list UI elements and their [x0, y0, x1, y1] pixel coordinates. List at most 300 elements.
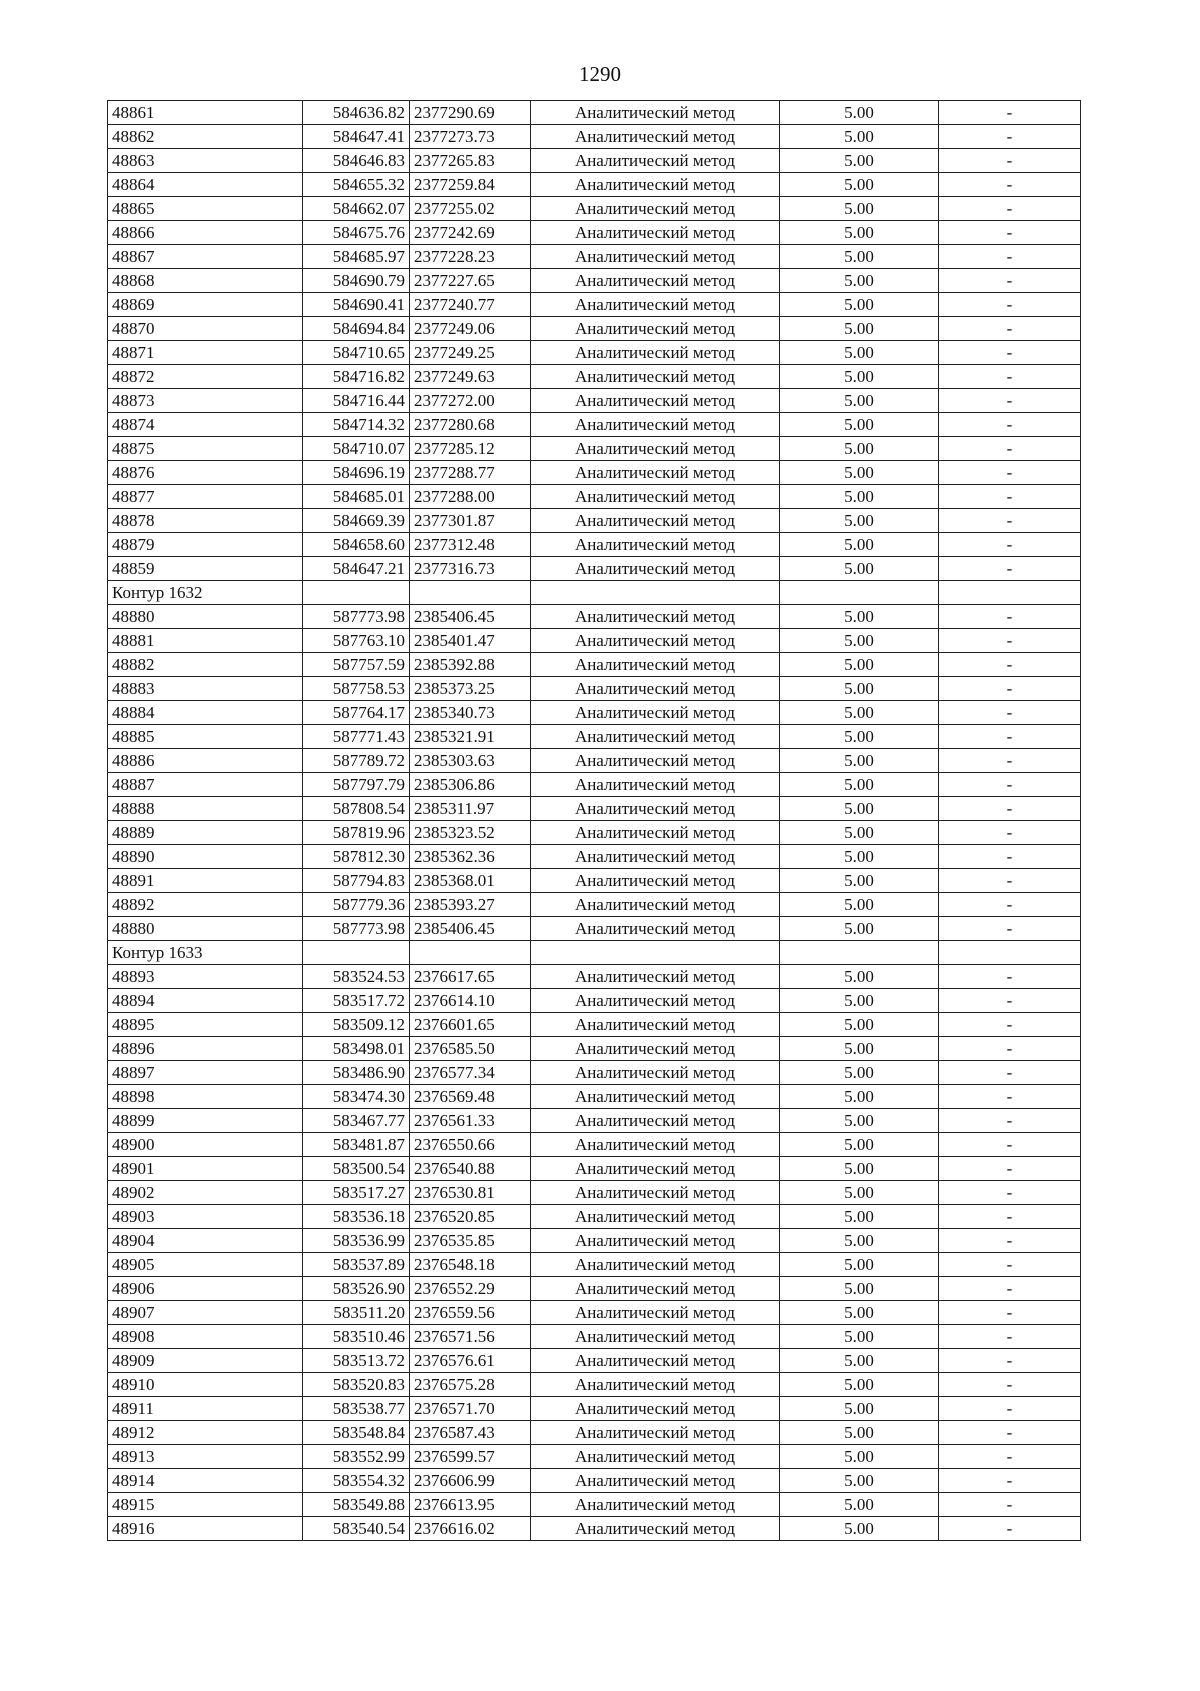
- x-coordinate-cell: 584710.07: [303, 437, 410, 461]
- note-cell: -: [939, 557, 1081, 581]
- accuracy-cell: 5.00: [780, 509, 939, 533]
- table-row: [108, 1373, 1081, 1397]
- y-coordinate-cell: 2376571.56: [410, 1325, 531, 1349]
- accuracy-cell: 5.00: [780, 1133, 939, 1157]
- table-row: [108, 1205, 1081, 1229]
- x-coordinate-cell: 583552.99: [303, 1445, 410, 1469]
- table-row: [108, 629, 1081, 653]
- note-cell: -: [939, 1373, 1081, 1397]
- table-row: [108, 845, 1081, 869]
- empty-cell: [303, 581, 410, 605]
- table-row: [108, 1085, 1081, 1109]
- method-cell: Аналитический метод: [531, 893, 780, 917]
- table-row: [108, 1013, 1081, 1037]
- point-id-cell: 48883: [108, 677, 303, 701]
- method-cell: Аналитический метод: [531, 797, 780, 821]
- accuracy-cell: 5.00: [780, 1229, 939, 1253]
- method-cell: Аналитический метод: [531, 557, 780, 581]
- note-cell: -: [939, 677, 1081, 701]
- accuracy-cell: 5.00: [780, 1517, 939, 1541]
- page-number: 1290: [579, 62, 621, 86]
- method-cell: Аналитический метод: [531, 365, 780, 389]
- method-cell: Аналитический метод: [531, 1421, 780, 1445]
- x-coordinate-cell: 584714.32: [303, 413, 410, 437]
- y-coordinate-cell: 2376548.18: [410, 1253, 531, 1277]
- note-cell: -: [939, 509, 1081, 533]
- x-coordinate-cell: 587773.98: [303, 917, 410, 941]
- method-cell: Аналитический метод: [531, 125, 780, 149]
- accuracy-cell: 5.00: [780, 653, 939, 677]
- x-coordinate-cell: 583524.53: [303, 965, 410, 989]
- table-row: [108, 101, 1081, 125]
- table-row: [108, 269, 1081, 293]
- note-cell: -: [939, 341, 1081, 365]
- y-coordinate-cell: 2377240.77: [410, 293, 531, 317]
- y-coordinate-cell: 2376535.85: [410, 1229, 531, 1253]
- x-coordinate-cell: 584636.82: [303, 101, 410, 125]
- note-cell: -: [939, 533, 1081, 557]
- y-coordinate-cell: 2376606.99: [410, 1469, 531, 1493]
- point-id-cell: 48908: [108, 1325, 303, 1349]
- note-cell: -: [939, 1061, 1081, 1085]
- empty-cell: [531, 581, 780, 605]
- method-cell: Аналитический метод: [531, 965, 780, 989]
- method-cell: Аналитический метод: [531, 989, 780, 1013]
- point-id-cell: 48881: [108, 629, 303, 653]
- method-cell: Аналитический метод: [531, 1157, 780, 1181]
- x-coordinate-cell: 584690.41: [303, 293, 410, 317]
- point-id-cell: 48894: [108, 989, 303, 1013]
- accuracy-cell: 5.00: [780, 1181, 939, 1205]
- accuracy-cell: 5.00: [780, 221, 939, 245]
- note-cell: -: [939, 221, 1081, 245]
- accuracy-cell: 5.00: [780, 341, 939, 365]
- x-coordinate-cell: 584696.19: [303, 461, 410, 485]
- note-cell: -: [939, 989, 1081, 1013]
- table-row: [108, 1445, 1081, 1469]
- note-cell: -: [939, 413, 1081, 437]
- method-cell: Аналитический метод: [531, 245, 780, 269]
- accuracy-cell: 5.00: [780, 773, 939, 797]
- table-row: [108, 917, 1081, 941]
- note-cell: -: [939, 1181, 1081, 1205]
- method-cell: Аналитический метод: [531, 1373, 780, 1397]
- accuracy-cell: 5.00: [780, 701, 939, 725]
- table-row: [108, 1181, 1081, 1205]
- method-cell: Аналитический метод: [531, 1469, 780, 1493]
- accuracy-cell: 5.00: [780, 1445, 939, 1469]
- y-coordinate-cell: 2376616.02: [410, 1517, 531, 1541]
- x-coordinate-cell: 583511.20: [303, 1301, 410, 1325]
- accuracy-cell: 5.00: [780, 1109, 939, 1133]
- x-coordinate-cell: 584669.39: [303, 509, 410, 533]
- x-coordinate-cell: 583536.18: [303, 1205, 410, 1229]
- point-id-cell: 48888: [108, 797, 303, 821]
- accuracy-cell: 5.00: [780, 293, 939, 317]
- accuracy-cell: 5.00: [780, 845, 939, 869]
- method-cell: Аналитический метод: [531, 293, 780, 317]
- y-coordinate-cell: 2385392.88: [410, 653, 531, 677]
- y-coordinate-cell: 2376561.33: [410, 1109, 531, 1133]
- table-row: [108, 1253, 1081, 1277]
- x-coordinate-cell: 584694.84: [303, 317, 410, 341]
- note-cell: -: [939, 245, 1081, 269]
- table-row: [108, 293, 1081, 317]
- empty-cell: [410, 581, 531, 605]
- table-row: [108, 1061, 1081, 1085]
- note-cell: -: [939, 1493, 1081, 1517]
- x-coordinate-cell: 584716.44: [303, 389, 410, 413]
- accuracy-cell: 5.00: [780, 893, 939, 917]
- empty-cell: [531, 941, 780, 965]
- y-coordinate-cell: 2377288.00: [410, 485, 531, 509]
- y-coordinate-cell: 2377249.06: [410, 317, 531, 341]
- point-id-cell: 48863: [108, 149, 303, 173]
- y-coordinate-cell: 2377265.83: [410, 149, 531, 173]
- point-id-cell: 48915: [108, 1493, 303, 1517]
- method-cell: Аналитический метод: [531, 821, 780, 845]
- y-coordinate-cell: 2377290.69: [410, 101, 531, 125]
- x-coordinate-cell: 584655.32: [303, 173, 410, 197]
- table-row: [108, 437, 1081, 461]
- x-coordinate-cell: 587758.53: [303, 677, 410, 701]
- y-coordinate-cell: 2385311.97: [410, 797, 531, 821]
- y-coordinate-cell: 2385362.36: [410, 845, 531, 869]
- x-coordinate-cell: 584710.65: [303, 341, 410, 365]
- point-id-cell: 48906: [108, 1277, 303, 1301]
- x-coordinate-cell: 587764.17: [303, 701, 410, 725]
- method-cell: Аналитический метод: [531, 701, 780, 725]
- accuracy-cell: 5.00: [780, 485, 939, 509]
- note-cell: -: [939, 1013, 1081, 1037]
- method-cell: Аналитический метод: [531, 1229, 780, 1253]
- method-cell: Аналитический метод: [531, 749, 780, 773]
- contour-header-row: [108, 581, 1081, 605]
- method-cell: Аналитический метод: [531, 1109, 780, 1133]
- x-coordinate-cell: 587819.96: [303, 821, 410, 845]
- x-coordinate-cell: 587763.10: [303, 629, 410, 653]
- method-cell: Аналитический метод: [531, 725, 780, 749]
- y-coordinate-cell: 2377255.02: [410, 197, 531, 221]
- method-cell: Аналитический метод: [531, 917, 780, 941]
- note-cell: -: [939, 173, 1081, 197]
- x-coordinate-cell: 587771.43: [303, 725, 410, 749]
- point-id-cell: 48897: [108, 1061, 303, 1085]
- point-id-cell: 48910: [108, 1373, 303, 1397]
- point-id-cell: 48904: [108, 1229, 303, 1253]
- table-row: [108, 1301, 1081, 1325]
- coordinates-table-body: [108, 101, 1081, 1541]
- table-row: [108, 797, 1081, 821]
- method-cell: Аналитический метод: [531, 149, 780, 173]
- point-id-cell: 48902: [108, 1181, 303, 1205]
- point-id-cell: 48896: [108, 1037, 303, 1061]
- note-cell: -: [939, 1445, 1081, 1469]
- note-cell: -: [939, 1349, 1081, 1373]
- point-id-cell: 48885: [108, 725, 303, 749]
- method-cell: Аналитический метод: [531, 389, 780, 413]
- note-cell: -: [939, 797, 1081, 821]
- table-row: [108, 461, 1081, 485]
- x-coordinate-cell: 583548.84: [303, 1421, 410, 1445]
- table-row: [108, 221, 1081, 245]
- y-coordinate-cell: 2376552.29: [410, 1277, 531, 1301]
- table-row: [108, 725, 1081, 749]
- note-cell: -: [939, 1301, 1081, 1325]
- y-coordinate-cell: 2385406.45: [410, 917, 531, 941]
- x-coordinate-cell: 583540.54: [303, 1517, 410, 1541]
- note-cell: -: [939, 965, 1081, 989]
- accuracy-cell: 5.00: [780, 917, 939, 941]
- accuracy-cell: 5.00: [780, 533, 939, 557]
- y-coordinate-cell: 2376559.56: [410, 1301, 531, 1325]
- empty-cell: [939, 581, 1081, 605]
- note-cell: -: [939, 149, 1081, 173]
- x-coordinate-cell: 584685.01: [303, 485, 410, 509]
- accuracy-cell: 5.00: [780, 197, 939, 221]
- empty-cell: [303, 941, 410, 965]
- y-coordinate-cell: 2376569.48: [410, 1085, 531, 1109]
- accuracy-cell: 5.00: [780, 461, 939, 485]
- point-id-cell: 48875: [108, 437, 303, 461]
- y-coordinate-cell: 2385368.01: [410, 869, 531, 893]
- accuracy-cell: 5.00: [780, 725, 939, 749]
- x-coordinate-cell: 584662.07: [303, 197, 410, 221]
- accuracy-cell: 5.00: [780, 1253, 939, 1277]
- y-coordinate-cell: 2385306.86: [410, 773, 531, 797]
- method-cell: Аналитический метод: [531, 1061, 780, 1085]
- accuracy-cell: 5.00: [780, 1373, 939, 1397]
- point-id-cell: 48903: [108, 1205, 303, 1229]
- y-coordinate-cell: 2376614.10: [410, 989, 531, 1013]
- accuracy-cell: 5.00: [780, 245, 939, 269]
- note-cell: -: [939, 629, 1081, 653]
- y-coordinate-cell: 2377316.73: [410, 557, 531, 581]
- method-cell: Аналитический метод: [531, 1037, 780, 1061]
- table-row: [108, 965, 1081, 989]
- y-coordinate-cell: 2385406.45: [410, 605, 531, 629]
- empty-cell: [780, 581, 939, 605]
- table-row: [108, 821, 1081, 845]
- note-cell: -: [939, 269, 1081, 293]
- point-id-cell: 48879: [108, 533, 303, 557]
- y-coordinate-cell: 2376575.28: [410, 1373, 531, 1397]
- method-cell: Аналитический метод: [531, 1493, 780, 1517]
- table-row: [108, 989, 1081, 1013]
- note-cell: -: [939, 773, 1081, 797]
- point-id-cell: 48862: [108, 125, 303, 149]
- accuracy-cell: 5.00: [780, 101, 939, 125]
- table-row: [108, 485, 1081, 509]
- table-row: [108, 509, 1081, 533]
- x-coordinate-cell: 583517.72: [303, 989, 410, 1013]
- x-coordinate-cell: 583498.01: [303, 1037, 410, 1061]
- accuracy-cell: 5.00: [780, 149, 939, 173]
- point-id-cell: 48880: [108, 605, 303, 629]
- table-row: [108, 1349, 1081, 1373]
- x-coordinate-cell: 584646.83: [303, 149, 410, 173]
- point-id-cell: 48899: [108, 1109, 303, 1133]
- x-coordinate-cell: 587779.36: [303, 893, 410, 917]
- note-cell: -: [939, 1229, 1081, 1253]
- note-cell: -: [939, 1325, 1081, 1349]
- table-row: [108, 197, 1081, 221]
- table-row: [108, 605, 1081, 629]
- point-id-cell: 48889: [108, 821, 303, 845]
- note-cell: -: [939, 293, 1081, 317]
- y-coordinate-cell: 2385303.63: [410, 749, 531, 773]
- method-cell: Аналитический метод: [531, 461, 780, 485]
- accuracy-cell: 5.00: [780, 413, 939, 437]
- note-cell: -: [939, 1109, 1081, 1133]
- empty-cell: [410, 941, 531, 965]
- empty-cell: [780, 941, 939, 965]
- table-row: [108, 893, 1081, 917]
- point-id-cell: 48874: [108, 413, 303, 437]
- table-row: [108, 1397, 1081, 1421]
- accuracy-cell: 5.00: [780, 629, 939, 653]
- x-coordinate-cell: 587812.30: [303, 845, 410, 869]
- accuracy-cell: 5.00: [780, 1421, 939, 1445]
- note-cell: -: [939, 1517, 1081, 1541]
- accuracy-cell: 5.00: [780, 749, 939, 773]
- accuracy-cell: 5.00: [780, 1013, 939, 1037]
- note-cell: -: [939, 437, 1081, 461]
- point-id-cell: 48913: [108, 1445, 303, 1469]
- y-coordinate-cell: 2376577.34: [410, 1061, 531, 1085]
- point-id-cell: 48882: [108, 653, 303, 677]
- table-row: [108, 1229, 1081, 1253]
- point-id-cell: 48869: [108, 293, 303, 317]
- y-coordinate-cell: 2377272.00: [410, 389, 531, 413]
- point-id-cell: 48868: [108, 269, 303, 293]
- note-cell: -: [939, 821, 1081, 845]
- method-cell: Аналитический метод: [531, 101, 780, 125]
- table-row: [108, 1469, 1081, 1493]
- y-coordinate-cell: 2377280.68: [410, 413, 531, 437]
- table-row: [108, 677, 1081, 701]
- table-row: [108, 1421, 1081, 1445]
- accuracy-cell: 5.00: [780, 869, 939, 893]
- note-cell: -: [939, 317, 1081, 341]
- point-id-cell: 48900: [108, 1133, 303, 1157]
- accuracy-cell: 5.00: [780, 317, 939, 341]
- point-id-cell: 48880: [108, 917, 303, 941]
- table-row: [108, 125, 1081, 149]
- table-row: [108, 341, 1081, 365]
- point-id-cell: 48905: [108, 1253, 303, 1277]
- method-cell: Аналитический метод: [531, 869, 780, 893]
- table-row: [108, 701, 1081, 725]
- y-coordinate-cell: 2377228.23: [410, 245, 531, 269]
- note-cell: -: [939, 605, 1081, 629]
- note-cell: -: [939, 1157, 1081, 1181]
- method-cell: Аналитический метод: [531, 413, 780, 437]
- note-cell: -: [939, 125, 1081, 149]
- note-cell: -: [939, 101, 1081, 125]
- x-coordinate-cell: 583536.99: [303, 1229, 410, 1253]
- method-cell: Аналитический метод: [531, 1517, 780, 1541]
- table-row: [108, 1517, 1081, 1541]
- y-coordinate-cell: 2377249.63: [410, 365, 531, 389]
- y-coordinate-cell: 2377288.77: [410, 461, 531, 485]
- y-coordinate-cell: 2376540.88: [410, 1157, 531, 1181]
- point-id-cell: 48892: [108, 893, 303, 917]
- point-id-cell: 48870: [108, 317, 303, 341]
- point-id-cell: 48873: [108, 389, 303, 413]
- method-cell: Аналитический метод: [531, 773, 780, 797]
- note-cell: -: [939, 1397, 1081, 1421]
- x-coordinate-cell: 584675.76: [303, 221, 410, 245]
- note-cell: -: [939, 1085, 1081, 1109]
- method-cell: Аналитический метод: [531, 1181, 780, 1205]
- accuracy-cell: 5.00: [780, 1469, 939, 1493]
- point-id-cell: 48898: [108, 1085, 303, 1109]
- x-coordinate-cell: 583474.30: [303, 1085, 410, 1109]
- y-coordinate-cell: 2377301.87: [410, 509, 531, 533]
- accuracy-cell: 5.00: [780, 1493, 939, 1517]
- accuracy-cell: 5.00: [780, 1397, 939, 1421]
- point-id-cell: 48909: [108, 1349, 303, 1373]
- accuracy-cell: 5.00: [780, 1157, 939, 1181]
- note-cell: -: [939, 197, 1081, 221]
- note-cell: -: [939, 389, 1081, 413]
- y-coordinate-cell: 2377249.25: [410, 341, 531, 365]
- note-cell: -: [939, 845, 1081, 869]
- point-id-cell: 48887: [108, 773, 303, 797]
- x-coordinate-cell: 583517.27: [303, 1181, 410, 1205]
- note-cell: -: [939, 1421, 1081, 1445]
- y-coordinate-cell: 2385323.52: [410, 821, 531, 845]
- method-cell: Аналитический метод: [531, 653, 780, 677]
- y-coordinate-cell: 2376601.65: [410, 1013, 531, 1037]
- method-cell: Аналитический метод: [531, 485, 780, 509]
- table-row: [108, 1109, 1081, 1133]
- method-cell: Аналитический метод: [531, 437, 780, 461]
- point-id-cell: 48912: [108, 1421, 303, 1445]
- y-coordinate-cell: 2377273.73: [410, 125, 531, 149]
- accuracy-cell: 5.00: [780, 389, 939, 413]
- contour-label: Контур 1633: [108, 941, 303, 965]
- y-coordinate-cell: 2377259.84: [410, 173, 531, 197]
- accuracy-cell: 5.00: [780, 269, 939, 293]
- x-coordinate-cell: 583549.88: [303, 1493, 410, 1517]
- point-id-cell: 48866: [108, 221, 303, 245]
- x-coordinate-cell: 583467.77: [303, 1109, 410, 1133]
- point-id-cell: 48871: [108, 341, 303, 365]
- x-coordinate-cell: 587808.54: [303, 797, 410, 821]
- accuracy-cell: 5.00: [780, 1037, 939, 1061]
- note-cell: -: [939, 1133, 1081, 1157]
- point-id-cell: 48916: [108, 1517, 303, 1541]
- y-coordinate-cell: 2385340.73: [410, 701, 531, 725]
- method-cell: Аналитический метод: [531, 269, 780, 293]
- accuracy-cell: 5.00: [780, 1301, 939, 1325]
- method-cell: Аналитический метод: [531, 533, 780, 557]
- table-row: [108, 365, 1081, 389]
- accuracy-cell: 5.00: [780, 125, 939, 149]
- method-cell: Аналитический метод: [531, 1397, 780, 1421]
- method-cell: Аналитический метод: [531, 509, 780, 533]
- contour-header-row: [108, 941, 1081, 965]
- x-coordinate-cell: 584716.82: [303, 365, 410, 389]
- x-coordinate-cell: 583481.87: [303, 1133, 410, 1157]
- note-cell: -: [939, 1277, 1081, 1301]
- note-cell: -: [939, 1205, 1081, 1229]
- point-id-cell: 48886: [108, 749, 303, 773]
- x-coordinate-cell: 583513.72: [303, 1349, 410, 1373]
- x-coordinate-cell: 583500.54: [303, 1157, 410, 1181]
